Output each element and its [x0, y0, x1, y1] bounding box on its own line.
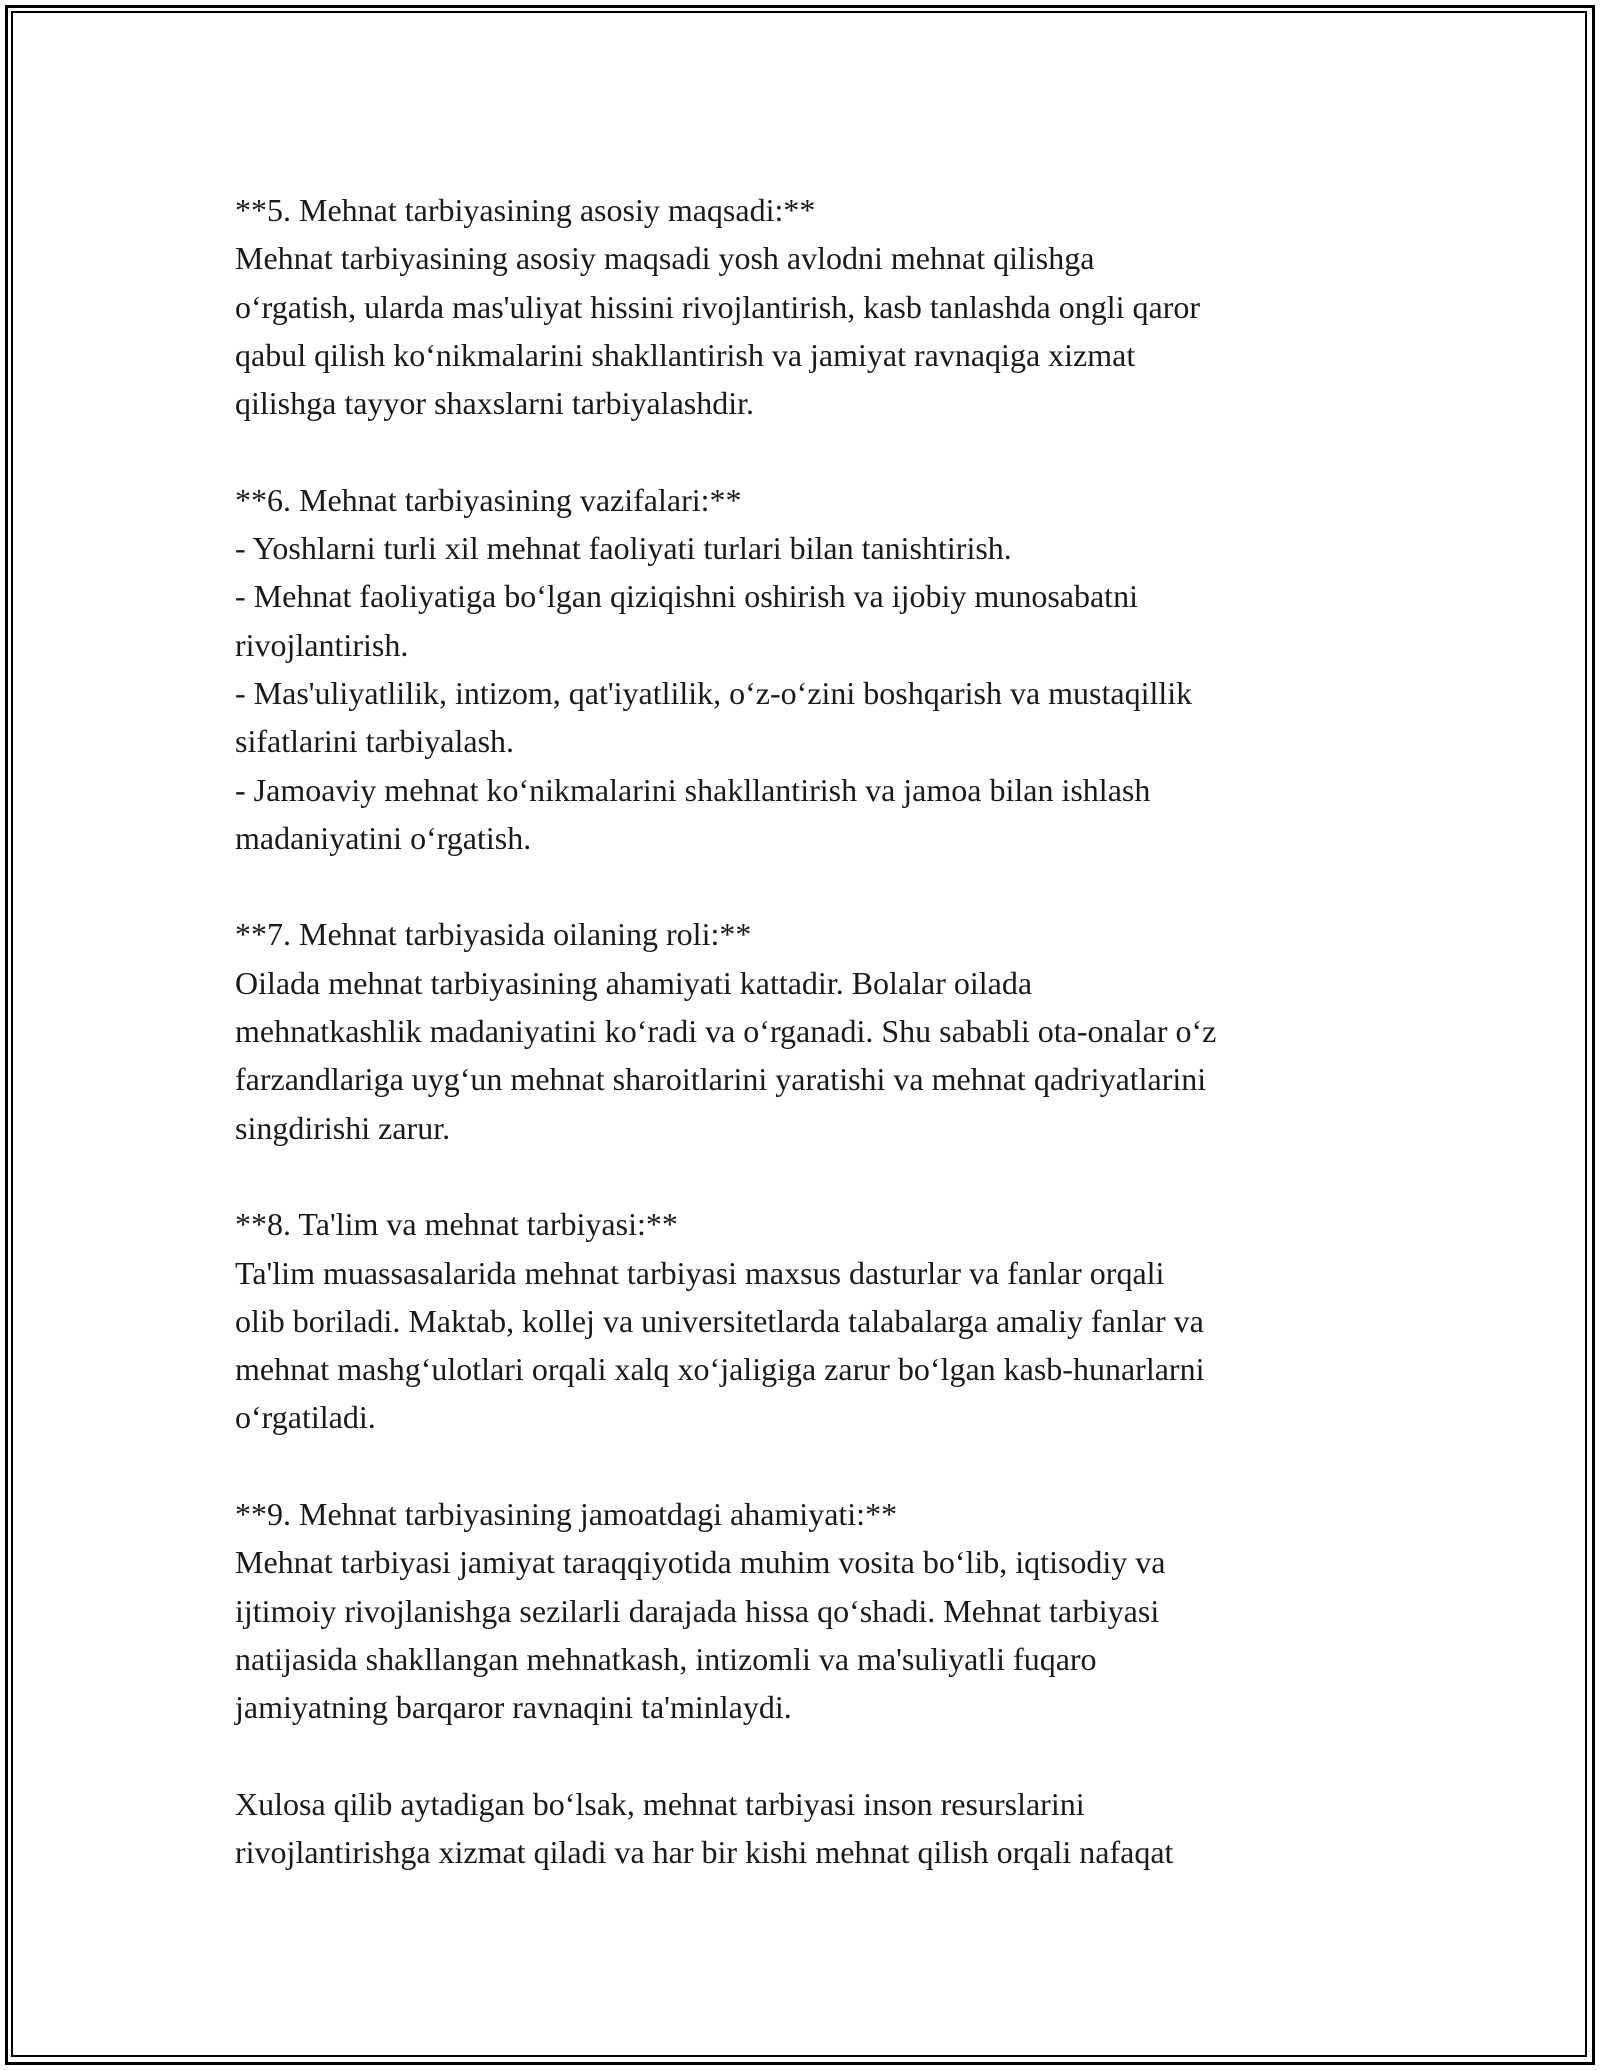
section-heading: **8. Ta'lim va mehnat tarbiyasi:**: [235, 1206, 678, 1243]
text-line: olib boriladi. Maktab, kollej va universitetlarda talabalarga amaliy fanlar va: [235, 1302, 1204, 1339]
document-body: [235, 186, 1385, 1876]
list-line: rivojlantirish.: [235, 626, 409, 663]
text-line: Ta'lim muassasalarida mehnat tarbiyasi maxsus dasturlar va fanlar orqali: [235, 1254, 1165, 1291]
text-line: mehnatkashlik madaniyatini ko‘radi va o‘rganadi. Shu sababli ota-onalar o‘z: [235, 1013, 1217, 1050]
section-5: [235, 186, 1385, 427]
section-9: [235, 1490, 1385, 1731]
list-line: - Mas'uliyatlilik, intizom, qat'iyatlilik, o‘z-o‘zini boshqarish va mustaqillik: [235, 674, 1193, 711]
section-7: [235, 910, 1385, 1151]
section-heading: **7. Mehnat tarbiyasida oilaning roli:**: [235, 916, 752, 953]
section-heading: **9. Mehnat tarbiyasining jamoatdagi ahamiyati:**: [235, 1496, 898, 1533]
list-line: - Yoshlarni turli xil mehnat faoliyati turlari bilan tanishtirish.: [235, 530, 1012, 567]
section-heading: **6. Mehnat tarbiyasining vazifalari:**: [235, 481, 742, 518]
text-line: Oilada mehnat tarbiyasining ahamiyati kattadir. Bolalar oilada: [235, 964, 1033, 1001]
list-line: - Mehnat faoliyatiga bo‘lgan qiziqishni oshirish va ijobiy munosabatni: [235, 578, 1138, 615]
text-line: Mehnat tarbiyasining asosiy maqsadi yosh avlodni mehnat qilishga: [235, 240, 1095, 277]
text-line: Mehnat tarbiyasi jamiyat taraqqiyotida muhim vosita bo‘lib, iqtisodiy va: [235, 1544, 1166, 1581]
text-line: ijtimoiy rivojlanishga sezilarli darajada hissa qo‘shadi. Mehnat tarbiyasi: [235, 1592, 1160, 1629]
text-line: o‘rgatish, ularda mas'uliyat hissini rivojlantirish, kasb tanlashda ongli qaror: [235, 288, 1200, 325]
section-heading: **5. Mehnat tarbiyasining asosiy maqsadi:**: [235, 192, 816, 228]
text-line: jamiyatning barqaror ravnaqini ta'minlaydi.: [235, 1689, 792, 1726]
section-6: [235, 476, 1385, 862]
text-line: qabul qilish ko‘nikmalarini shakllantirish va jamiyat ravnaqiga xizmat: [235, 336, 1136, 373]
text-line: qilishga tayyor shaxslarni tarbiyalashdir.: [235, 385, 754, 422]
text-line: mehnat mashg‘ulotlari orqali xalq xo‘jaligiga zarur bo‘lgan kasb-hunarlarni: [235, 1351, 1205, 1388]
list-line: madaniyatini o‘rgatish.: [235, 819, 532, 856]
conclusion: [235, 1780, 1385, 1877]
text-line: farzandlariga uyg‘un mehnat sharoitlarini yaratishi va mehnat qadriyatlarini: [235, 1061, 1207, 1098]
text-line: rivojlantirishga xizmat qiladi va har bir kishi mehnat qilish orqali nafaqat: [235, 1834, 1174, 1871]
text-line: Xulosa qilib aytadigan bo‘lsak, mehnat tarbiyasi inson resurslarini: [235, 1785, 1085, 1822]
section-8: [235, 1200, 1385, 1441]
text-line: o‘rgatiladi.: [235, 1399, 376, 1436]
text-line: natijasida shakllangan mehnatkash, intizomli va ma'suliyatli fuqaro: [235, 1640, 1097, 1677]
list-line: - Jamoaviy mehnat ko‘nikmalarini shakllantirish va jamoa bilan ishlash: [235, 771, 1151, 808]
list-line: sifatlarini tarbiyalash.: [235, 723, 515, 760]
text-line: singdirishi zarur.: [235, 1109, 451, 1146]
